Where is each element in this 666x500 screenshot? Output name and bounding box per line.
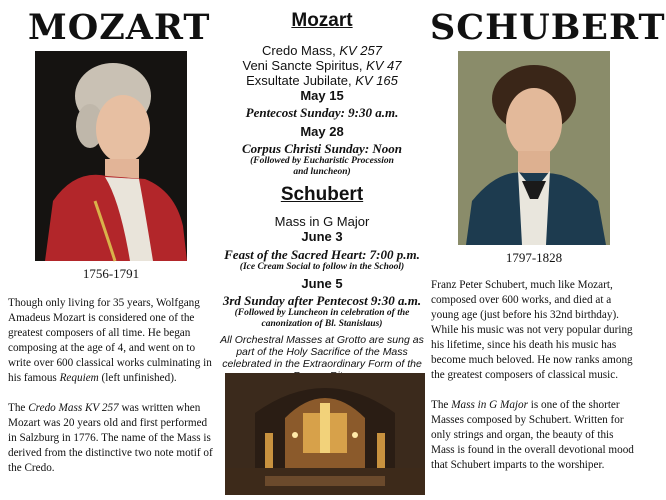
schubert-years: 1797-1828 <box>505 250 563 265</box>
mozart-years: 1756-1791 <box>82 266 140 281</box>
church-interior-photo <box>225 373 425 495</box>
event-feast: Pentecost Sunday: 9:30 a.m. <box>245 105 399 120</box>
mozart-work: Veni Sancte Spiritus, KV 47 <box>242 58 402 73</box>
event-note: (Ice Cream Social to follow in the School) <box>239 262 405 272</box>
event-note: (Followed by Luncheon in celebration of the canonization of Bl. Stanislaus) <box>234 308 410 329</box>
mozart-work: Exsultate Jubilate, KV 165 <box>246 73 398 88</box>
schubert-portrait <box>458 51 610 245</box>
schubert-work: Mass in G Major <box>274 214 370 229</box>
general-note: All Orchestral Masses at Grotto are sung as part of the Holy Sacrifice of the Mass celebrated in the Extraordinary Form of the <box>220 334 424 370</box>
schubert-bio-block <box>431 278 635 488</box>
schedule-column <box>219 10 425 382</box>
event-feast: Corpus Christi Sunday: Noon <box>241 141 403 156</box>
mozart-credo-note: The Credo Mass KV 257 was written when Mozart was 20 years old and first performed in Salzburg in 1776. The name of the Mass is derived from the distinctive two note motif of the Credo. <box>8 402 213 474</box>
schubert-name: SCHUBERT <box>430 7 666 48</box>
schubert-heading: Schubert <box>280 184 364 205</box>
mozart-name: MOZART <box>28 7 211 48</box>
event-feast: 3rd Sunday after Pentecost 9:30 a.m. <box>222 293 422 308</box>
event-date: June 5 <box>301 276 343 291</box>
event-date: June 3 <box>301 229 343 244</box>
mozart-heading: Mozart <box>291 10 353 31</box>
mozart-bio: Though only living for 35 years, Wolfgang Amadeus Mozart is considered one of the greatest composers of all time. He began composing at the age of 4, and went on to write over 600 classical works culminating in his famous Requiem (left unfinished). <box>8 297 212 384</box>
mozart-work: Credo Mass, KV 257 <box>262 43 382 58</box>
event-note: (Followed by Eucharistic Procession and luncheon) <box>250 156 394 177</box>
mozart-portrait <box>35 51 187 261</box>
schubert-bio: Franz Peter Schubert, much like Mozart, composed over 600 works, and died at a young age (just before his 32nd birthday). While his music was not very popular during his lifetime, since his death his music has become much beloved. He now ranks among the greatest composers of classical music. <box>431 279 633 381</box>
event-feast: Feast of the Sacred Heart: 7:00 p.m. <box>224 247 420 262</box>
event-date: May 28 <box>300 124 344 139</box>
schubert-mass-note: The Mass in G Major is one of the shorter Masses composed by Schubert. Written for only strings and organ, the beauty of this Mass is found in the overall devotional mood that Schubert imparts to the worshiper. <box>431 399 634 471</box>
event-date: May 15 <box>300 88 344 103</box>
mozart-bio-block <box>8 296 214 491</box>
